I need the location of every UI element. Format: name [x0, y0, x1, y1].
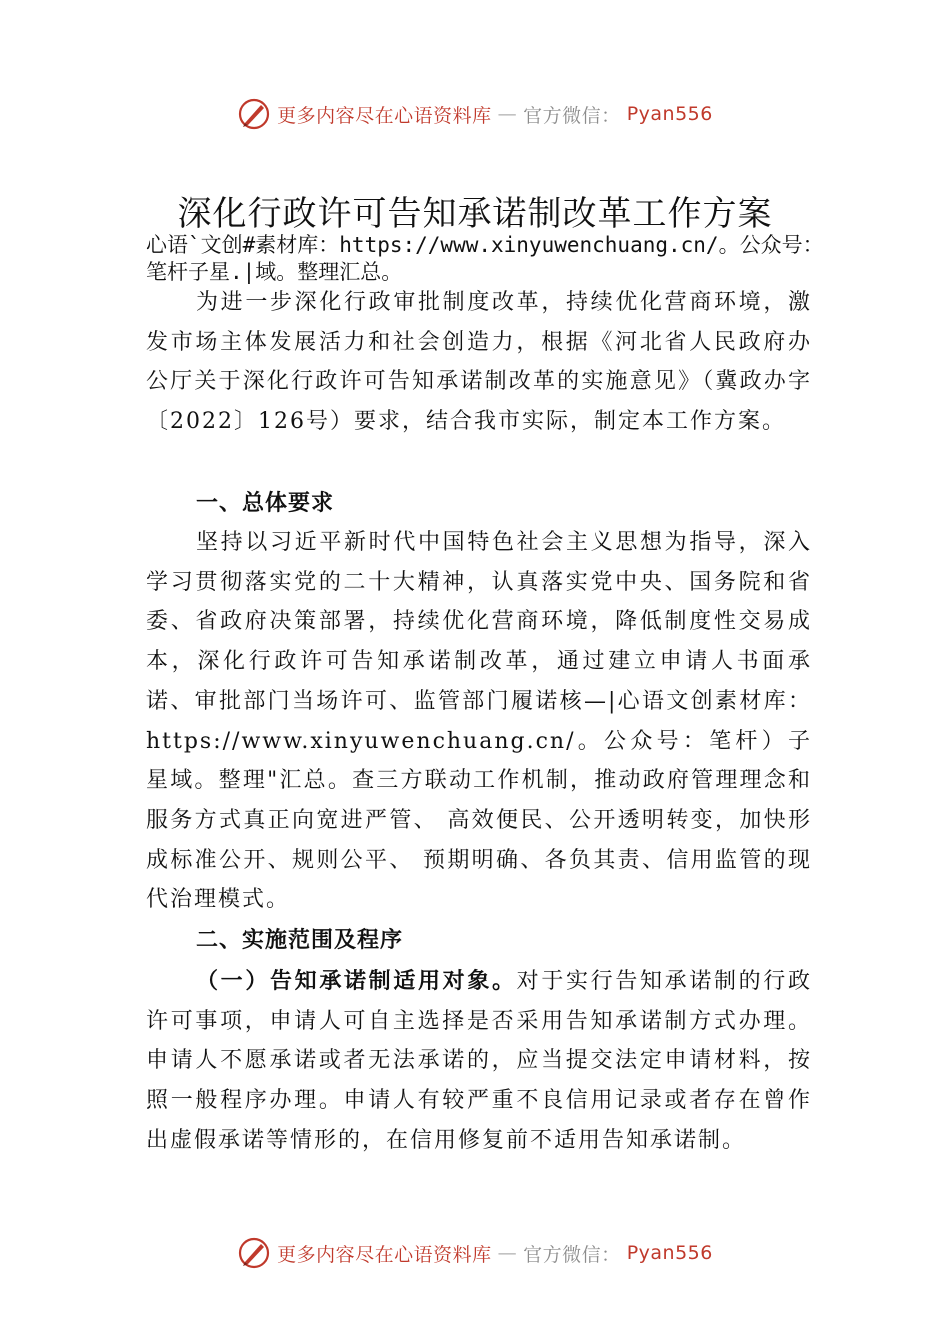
subsection1-label: （一）告知承诺制适用对象。: [196, 968, 517, 994]
banner-promo-text: 更多内容尽在心语资料库: [277, 1243, 492, 1266]
banner-wechat-id: Pyan556: [626, 1242, 713, 1264]
source-note: 心语`文创#素材库：https://www.xinyuwenchuang.cn/。公众号：笔杆子星.|域。整理汇总。: [146, 233, 824, 284]
section1-heading: 一、总体要求: [196, 491, 335, 516]
intro-paragraph: 为进一步深化行政审批制度改革，持续优化营商环境，激发市场主体发展活力和社会创造力，根据《河北省人民政府办公厅关于深化行政许可告知承诺制改革的实施意见》（冀政办字〔2022〕126号）要求，结合我市实际，制定本工作方案。: [146, 290, 812, 435]
section2-heading: 二、实施范围及程序: [196, 928, 404, 953]
section2-paragraph: [146, 962, 812, 1161]
subsection1-text: 对于实行告知承诺制的行政许可事项，申请人可自主选择是否采用告知承诺制方式办理。申请人不愿承诺或者无法承诺的，应当提交法定申请材料，按照一般程序办理。申请人有较严重不良信用记录或者存在曾作出虚假承诺等情形的，在信用修复前不适用告知承诺制。: [146, 969, 812, 1153]
banner-wechat-label: 官方微信：: [523, 104, 621, 127]
banner-dash: —: [497, 103, 518, 125]
section1-paragraph: 坚持以习近平新时代中国特色社会主义思想为指导，深入学习贯彻落实党的二十大精神，认真落实党中央、国务院和省委、省政府决策部署，持续优化营商环境，降低制度性交易成本，深化行政许可告知承诺制改革，通过建立申请人书面承诺、审批部门当场许可、监管部门履诺核—|心语文创素材库：https://www.xinyuwenchuang.cn/。公众号：笔杆）子星域。整理"汇总。查三方联动工作机制，推动政府管理理念和服务方式真正向宽进严管、 高效便民、公开透明转变，加快形成标准公开、规则公平、 预期明确、各负其责、信用监管的现代治理模式。: [146, 530, 812, 913]
pen-logo-icon: [237, 1236, 271, 1270]
header-banner: [0, 94, 950, 134]
banner-promo-text: 更多内容尽在心语资料库: [277, 104, 492, 127]
banner-dash: —: [497, 1242, 518, 1264]
footer-banner: [0, 1233, 950, 1273]
document-title: 深化行政许可告知承诺制改革工作方案: [177, 194, 773, 234]
banner-wechat-label: 官方微信：: [523, 1243, 621, 1266]
banner-wechat-id: Pyan556: [626, 103, 713, 125]
pen-logo-icon: [237, 97, 271, 131]
